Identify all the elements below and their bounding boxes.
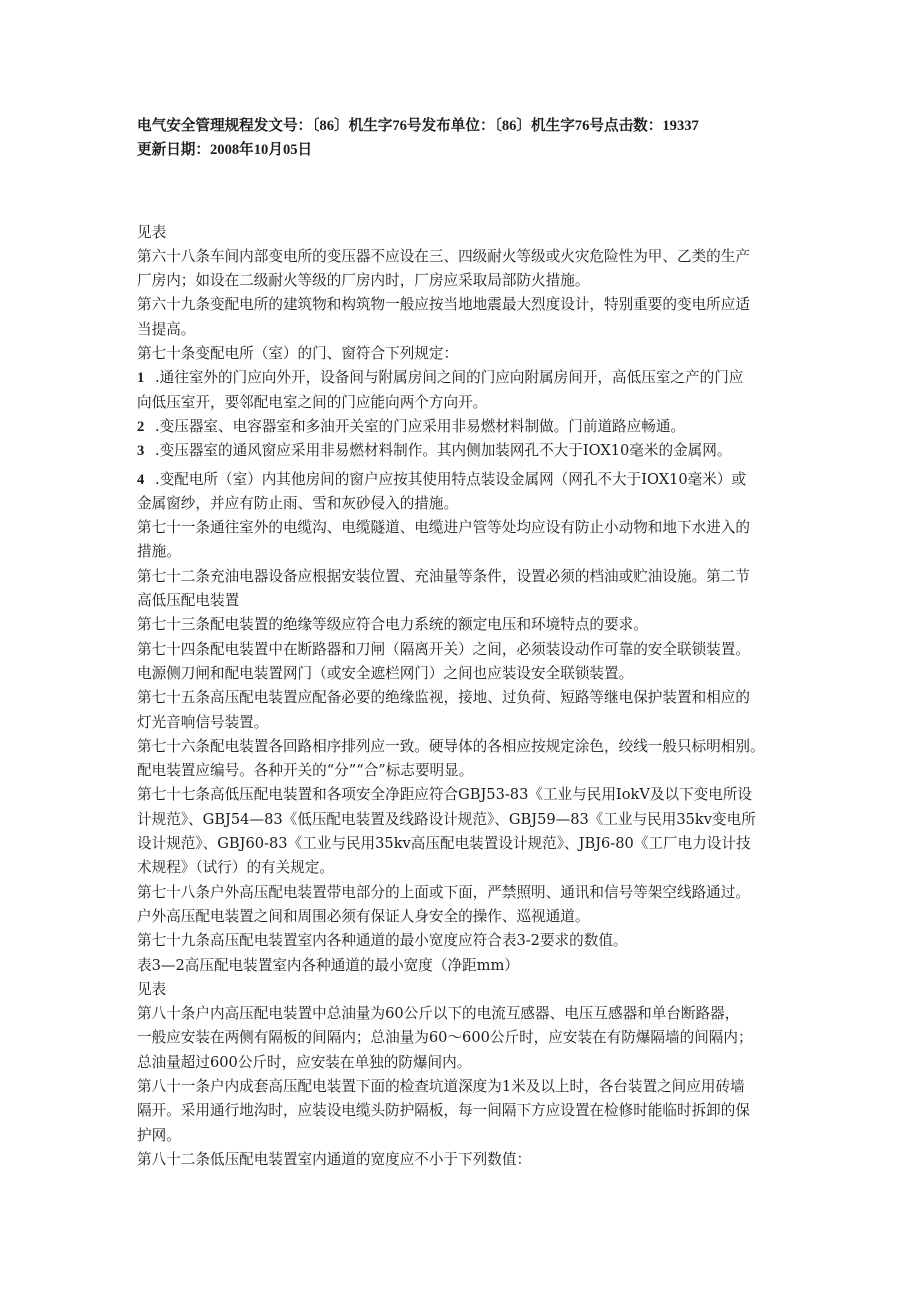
document-page [137,114,797,1172]
text-line: 配电装置应编号。各种开关的“分”“合”标志要明显。 [137,762,474,780]
text-line: 第七十八条户外高压配电装置带电部分的上面或下面，严禁照明、通讯和信号等架空线路通过。 [137,883,750,901]
text-line: 第八十二条低压配电装置室内通道的宽度应不小于下列数值： [137,1150,532,1168]
text-line: 电源侧刀闸和配电装置网门（或安全遮栏网门）之间也应装设安全联锁装置。 [137,664,634,682]
text-line: 护网。 [137,1126,181,1144]
text-line: 向低压室开，要邻配电室之间的门应能向两个方向开。 [137,393,488,411]
text-line: 金属窗纱，并应有防止雨、雪和灰砂侵入的措施。 [137,494,459,512]
text-line: 第七十二条充油电器设备应根据安装位置、充油量等条件，设置必须的档油或贮油设施。第二节 [137,567,750,585]
header-line-1: 电气安全管理规程发文号：〔86〕机生字76号发布单位：〔86〕机生字76号点击数：19337 [137,118,699,134]
text-line: 计规范》、GBJ54—83《低压配电装置及线路设计规范》、GBJ59—83《工业与民用35kv变电所 [137,810,756,828]
header-line-2: 更新日期：2008年10月05日 [137,142,313,159]
text-line: 设计规范》、GBJ60-83《工业与民用35kv高压配电装置设计规范》、JBJ6-80《工厂电力设计技 [137,835,751,853]
list-text: .变配电所（室）内其他房间的窗户应按其使用特点装设金属网（网孔不大于IOX10毫米）或 [155,470,747,488]
list-number: 3 [137,443,145,460]
text-line: 第七十五条高压配电装置应配备必要的绝缘监视，接地、过负荷、短路等继电保护装置和相应的 [137,689,750,707]
text-line: 第八十一条户内成套高压配电装置下面的检查坑道深度为1米及以上时，各台装置之间应用砖墙 [137,1077,745,1095]
list-item-4 [137,468,797,492]
text-line: 隔开。采用通行地沟时，应装设电缆头防护隔板，每一间隔下方应设置在检修时能临时拆卸的保 [137,1102,750,1120]
text-line: 高低压配电装置 [137,592,240,610]
text-line: 第七十七条高低压配电装置和各项安全净距应符合GBJ53-83《工业与民用IokV及以下变电所设 [137,786,753,804]
text-line: 户外高压配电装置之间和周围必须有保证人身安全的操作、巡视通道。 [137,907,590,925]
text-line: 第六十八条车间内部变电所的变压器不应设在三、四级耐火等级或火灾危险性为甲、乙类的生产 [137,247,750,265]
list-text: .变压器室、电容器室和多油开关室的门应采用非易燃材料制做。门前道路应畅通。 [155,417,686,435]
list-number: 2 [137,418,145,435]
text-line: 第六十九条变配电所的建筑物和构筑物一般应按当地地震最大烈度设计，特别重要的变电所应适 [137,296,750,314]
text-line: 灯光音响信号装置。 [137,713,269,731]
list-item-2 [137,415,797,439]
text-line: 见表 [137,980,167,998]
list-text: .变压器室的通风窗应采用非易燃材料制作。其内侧加装网孔不大于IOX10毫米的金属网。 [155,442,732,460]
text-line: 第七十六条配电装置各回路相序排列应一致。硬导体的各相应按规定涂色，绞线一般只标明相别。 [137,737,765,755]
text-line: 当提高。 [137,320,196,338]
text-line: 术规程》（试行）的有关规定。 [137,859,335,877]
text-line: 第七十一条通往室外的电缆沟、电缆隧道、电缆进户管等处均应设有防止小动物和地下水进入的 [137,519,750,537]
list-text: .通往室外的门应向外开，设备间与附属房间之间的门应向附属房间开，高低压室之产的门应 [155,369,744,387]
spacer [137,163,797,221]
text-line: 措施。 [137,543,181,561]
list-item-3 [137,439,797,463]
text-line: 第七十条变配电所（室）的门、窗符合下列规定： [137,345,459,363]
text-line: 一般应安装在两侧有隔板的间隔内；总油量为60～600公斤时，应安装在有防爆隔墙的间隔内； [137,1029,753,1047]
text-line: 第七十九条高压配电装置室内各种通道的最小宽度应符合表3-2要求的数值。 [137,932,628,950]
text-line: 第七十四条配电装置中在断路器和刀闸（隔离开关）之间，必须装设动作可靠的安全联锁装置。 [137,640,750,658]
text-line: 第八十条户内高压配电装置中总油量为60公斤以下的电流互感器、电压互感器和单台断路器， [137,1005,740,1023]
list-number: 4 [137,471,145,488]
text-line: 见表 [137,223,167,241]
list-number: 1 [137,370,145,387]
text-line: 厂房内；如设在二级耐火等级的厂房内时，厂房应采取局部防火措施。 [137,272,590,290]
list-item-1 [137,366,797,390]
text-line: 第七十三条配电装置的绝缘等级应符合电力系统的额定电压和环境特点的要求。 [137,616,648,634]
table-caption: 表3—2高压配电装置室内各种通道的最小宽度（净距mm） [137,956,519,974]
text-line: 总油量超过600公斤时，应安装在单独的防爆间内。 [137,1053,472,1071]
